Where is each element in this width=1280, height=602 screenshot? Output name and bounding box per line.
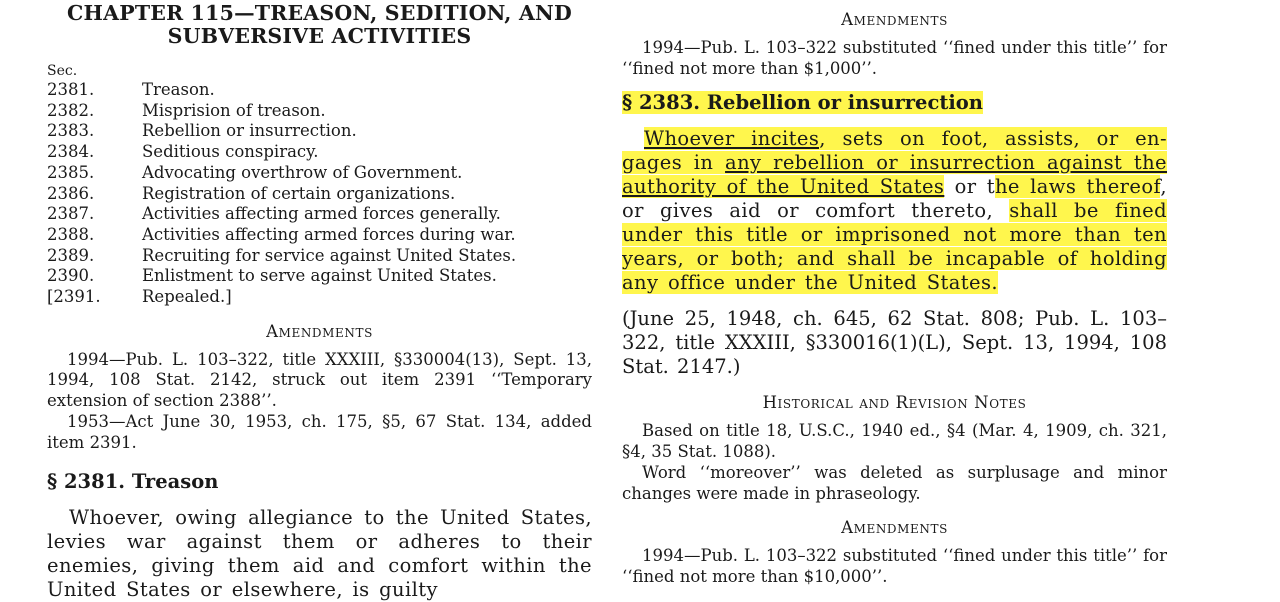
section-title: Rebellion or insurrection.: [142, 121, 357, 141]
section-list-item: [47, 121, 592, 142]
chapter-title: CHAPTER 115—TREASON, SEDITION, AND SUBVERSIVE ACTIVITIES: [67, 1, 572, 48]
left-page: [47, 0, 592, 602]
section-text-2381: Whoever, owing allegiance to the United States, levies war against them or adheres to their enemies, giving them aid and comfort within the United States or elsewhere, is guilty: [47, 506, 592, 602]
section-number: 2390.: [47, 266, 95, 286]
plain-text: or t: [944, 175, 995, 199]
section-title: Activities affecting armed forces during war.: [142, 224, 516, 244]
section-title: Activities affecting armed forces generally.: [142, 204, 501, 224]
highlighted-underlined-text: Whoever incites: [644, 127, 820, 151]
section-list-item: [47, 184, 592, 205]
plain-text: , or gives aid or comfort thereto,: [622, 175, 1167, 223]
amendments-heading: Amendments: [841, 518, 948, 538]
highlighted-heading: § 2383. Rebellion or insurrection: [622, 91, 983, 115]
section-list-header: Sec.: [47, 63, 78, 79]
section-list-item: [47, 163, 592, 184]
section-list: [47, 63, 592, 308]
historical-notes-heading: Historical and Revision Notes: [762, 393, 1027, 413]
amendment-note: 1953—Act June 30, 1953, ch. 175, §5, 67 Stat. 134, added item 2391.: [47, 411, 592, 452]
section-heading-2383: [622, 91, 1167, 115]
section-list-item: [47, 80, 592, 101]
statute-citation: (June 25, 1948, ch. 645, 62 Stat. 808; Pub. L. 103–322, title XXXIII, §330016(1)(L), Sept. 13, 1994, 108 Stat. 2147.): [622, 307, 1167, 379]
section-list-item: [47, 101, 592, 122]
section-list-item: [47, 225, 592, 246]
section-number: 2383.: [47, 121, 95, 141]
amendments-heading: Amendments: [841, 10, 948, 29]
section-title: Registration of certain organizations.: [142, 183, 456, 203]
highlighted-text: , sets on foot, assists, or en-gages in: [622, 127, 1167, 175]
section-number: 2381.: [47, 80, 95, 99]
amendment-note: 1994—Pub. L. 103–322, title XXXIII, §330004(13), Sept. 13, 1994, 108 Stat. 2142, struck out item 2391 ‘‘Temporary extension of section 2388’’.: [47, 349, 592, 411]
section-text-2383: [622, 127, 1167, 295]
section-list-item: [47, 266, 592, 287]
section-title: Seditious conspiracy.: [142, 142, 319, 162]
section-number: 2384.: [47, 142, 95, 162]
highlighted-text: he laws thereof: [994, 175, 1161, 199]
section-number: 2382.: [47, 100, 95, 120]
amendment-note: 1994—Pub. L. 103–322 substituted ‘‘fined under this title’’ for ‘‘fined not more than $10,000’’.: [622, 546, 1167, 586]
section-title: Recruiting for service against United States.: [142, 245, 517, 265]
section-title: Misprision of treason.: [142, 100, 326, 120]
highlighted-text: shall be fined under this title or imprisoned not more than ten years, or both; and shall be incapable of holding any office under the United States.: [622, 199, 1167, 295]
section-list-item: [47, 246, 592, 267]
section-list-item: [47, 204, 592, 225]
amendment-note: 1994—Pub. L. 103–322 substituted ‘‘fined under this title’’ for ‘‘fined not more than $1,000’’.: [622, 38, 1167, 78]
section-number: 2389.: [47, 245, 95, 265]
section-number: 2385.: [47, 162, 95, 182]
highlighted-underlined-text: any rebellion or insurrection against the authority of the United States: [622, 151, 1167, 199]
right-page: [622, 0, 1167, 602]
section-number: 2386.: [47, 183, 95, 203]
section-number: 2387.: [47, 204, 95, 224]
section-number: 2388.: [47, 224, 95, 244]
amendments-heading: Amendments: [266, 321, 373, 341]
section-list-item: [47, 142, 592, 163]
section-heading-2381: § 2381. Treason: [47, 470, 219, 494]
historical-note: Based on title 18, U.S.C., 1940 ed., §4 (Mar. 4, 1909, ch. 321, §4, 35 Stat. 1088).: [622, 421, 1167, 462]
section-title: Advocating overthrow of Government.: [142, 162, 463, 182]
section-number: [2391.: [47, 287, 101, 307]
historical-note: Word ‘‘moreover’’ was deleted as surplusage and minor changes were made in phraseology.: [622, 462, 1167, 503]
section-title: Enlistment to serve against United States.: [142, 266, 497, 286]
section-title: Treason.: [142, 80, 215, 99]
section-list-item: [47, 287, 592, 308]
section-title: Repealed.]: [142, 287, 232, 307]
